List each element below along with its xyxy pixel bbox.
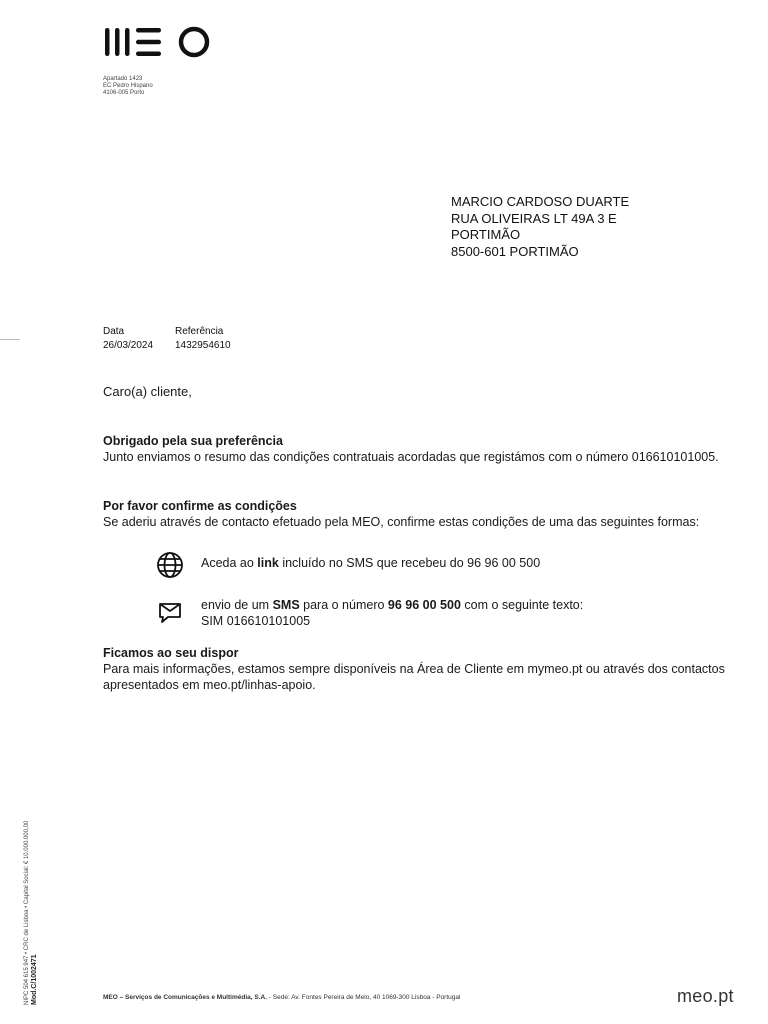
legal-company-info: NIPC 504 615 947 • CRC de Lisboa • Capital Social: € 10.000.000,00 bbox=[24, 820, 30, 1005]
option-text-bold: 96 96 00 500 bbox=[387, 598, 461, 612]
option-text: com o seguinte texto: bbox=[460, 598, 584, 612]
section-thanks bbox=[103, 433, 743, 465]
sender-address-line: Apartado 1423 bbox=[103, 76, 143, 82]
option-text-bold: SMS bbox=[272, 598, 300, 612]
option-text: incluído no SMS que recebeu do 96 96 00 500 bbox=[278, 556, 541, 570]
section-body: Junto enviamos o resumo das condições contratuais acordadas que registámos com o número 016610101005. bbox=[103, 450, 719, 464]
option-text-bold: link bbox=[257, 556, 279, 570]
legal-side-text bbox=[24, 821, 38, 1005]
sender-address-line: 4106-005 Porto bbox=[103, 90, 145, 96]
recipient-name: MARCIO CARDOSO DUARTE bbox=[451, 194, 630, 209]
reference-label: Referência bbox=[175, 326, 224, 337]
meo-logo bbox=[103, 22, 215, 62]
footer-company bbox=[103, 994, 460, 1001]
sms-code-text: SIM 016610101005 bbox=[201, 614, 311, 628]
footer-company-name: MEO – Serviços de Comunicações e Multimédia, S.A. bbox=[103, 994, 267, 1001]
footer-site: meo.pt bbox=[677, 986, 734, 1006]
option-sms bbox=[201, 597, 583, 629]
section-heading: Ficamos ao seu dispor bbox=[103, 646, 239, 660]
option-link bbox=[201, 555, 540, 571]
recipient-postal: 8500-601 PORTIMÃO bbox=[451, 243, 579, 259]
option-text: Aceda ao bbox=[201, 556, 258, 570]
section-heading: Obrigado pela sua preferência bbox=[103, 434, 283, 448]
sender-address bbox=[103, 76, 153, 97]
option-text: para o número bbox=[299, 598, 388, 612]
section-body: Se aderiu através de contacto efetuado pela MEO, confirme estas condições de uma das seguintes formas: bbox=[103, 515, 700, 529]
message-icon bbox=[155, 597, 185, 627]
reference-block bbox=[175, 325, 231, 353]
option-text: envio de um bbox=[201, 598, 273, 612]
globe-icon bbox=[155, 550, 185, 580]
reference-value: 1432954610 bbox=[175, 340, 231, 351]
section-heading: Por favor confirme as condições bbox=[103, 499, 297, 513]
section-confirm bbox=[103, 498, 743, 530]
date-block bbox=[103, 325, 153, 353]
date-label: Data bbox=[103, 326, 125, 337]
model-code: Mod.C/1002471 bbox=[31, 954, 38, 1005]
sender-address-line: EC Pedro Hispano bbox=[103, 83, 153, 89]
footer-address: - Sede: Av. Fontes Pereira de Melo, 40 1069-300 Lisboa - Portugal bbox=[267, 994, 461, 1001]
date-value: 26/03/2024 bbox=[103, 340, 154, 351]
fold-mark bbox=[0, 339, 20, 340]
recipient-street: RUA OLIVEIRAS LT 49A 3 E bbox=[451, 210, 617, 226]
section-available bbox=[103, 645, 743, 693]
recipient-locality: PORTIMÃO bbox=[451, 227, 521, 242]
greeting: Caro(a) cliente, bbox=[103, 384, 192, 399]
recipient-address bbox=[451, 194, 629, 260]
section-body: Para mais informações, estamos sempre disponíveis na Área de Cliente em mymeo.pt ou através dos contactos apresentados em meo.pt/linhas-apoio. bbox=[103, 662, 725, 692]
